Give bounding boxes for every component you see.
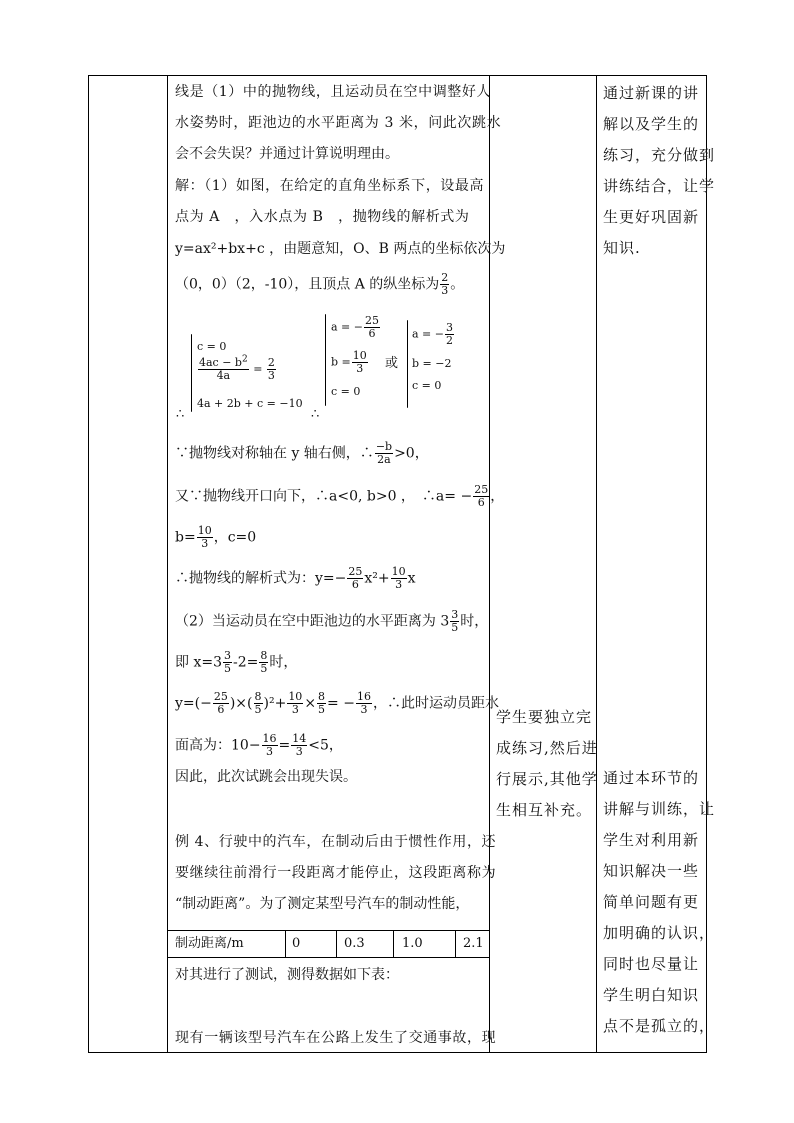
text-line: y=ax²+bx+c ，由题意知，O、B 两点的坐标依次为 xyxy=(175,241,506,257)
text-line: 线是（1）中的抛物线，且运动员在空中调整好人 xyxy=(175,84,492,100)
conclusion: 因此，此次试跳会出现失误。 xyxy=(175,769,357,785)
height-line: 面高为：10− $\frac{16}{3}$ = $\frac{14}{3}$ <5， xyxy=(175,732,343,758)
student-activity: 学生要独立完 成练习,然后进 行展示,其他学 生相互补充。 xyxy=(496,708,598,819)
example4-line: “制动距离”。为了测定某型号汽车的制动性能， xyxy=(175,896,470,912)
b-line: b= $\frac{10}{3}$ ，c=0 xyxy=(175,524,257,550)
parabola-line: ∴抛物线的解析式为：y=− $\frac{25}{6}$ x²+ $\frac{10}{3}$ x xyxy=(175,565,416,591)
part2-line: （2）当运动员在空中距池边的水平距离为 3 $\frac{3}{5}$ 时， xyxy=(175,608,489,634)
table-cell-divider xyxy=(285,931,286,957)
table-cell: 1.0 xyxy=(402,936,423,951)
last-line: 现有一辆该型号汽车在公路上发生了交通事故，现 xyxy=(175,1030,497,1046)
vertex-line: （0，0）（2，-10），且顶点 A 的纵坐标为 $\frac{2}{3}$ 。 xyxy=(175,271,465,297)
text-line: 点为 A ，入水点为 B ，抛物线的解析式为 xyxy=(175,209,470,225)
example4-line: 要继续往前滑行一段距离才能停止，这段距离称为 xyxy=(175,865,497,881)
table-cell-divider xyxy=(393,931,394,957)
text-line: 解：（1）如图，在给定的直角坐标系下，设最高 xyxy=(175,178,485,194)
example4-line: 例 4、行驶中的汽车，在制动后由于惯性作用，还 xyxy=(175,834,497,850)
design-intent-2: 通过本环节的 讲解与训练，让 学生对利用新 知识解决一些 简单问题有更 加明确的认识， 同时也尽量让 学生明白知识 点不是孤立的， xyxy=(603,769,716,1035)
table-cell: 0.3 xyxy=(344,936,365,951)
braking-table-row xyxy=(168,930,489,958)
text-span: （0，0）（2，-10），且顶点 A 的纵坐标为 xyxy=(175,276,440,293)
fraction: $\frac{2}{3}$ xyxy=(441,271,449,297)
table-cell: 0 xyxy=(292,936,301,951)
text-line: 水姿势时，距池边的水平距离为 3 米，问此次跳水 xyxy=(175,115,502,131)
x-line: 即 x=3 $\frac{3}{5}$ -2= $\frac{8}{5}$ 时， xyxy=(175,649,298,675)
text-line: 会不会失误？并通过计算说明理由。 xyxy=(175,146,399,162)
column-divider xyxy=(596,75,597,1053)
table-cell-divider xyxy=(336,931,337,957)
y-line: y=(− $\frac{25}{6}$ )×( $\frac{8}{5}$ )²+ $\frac{10}{3}$ × $\frac{8}{5}$ = − $\frac{16}{3}$ ，∴此时运动员距水 xyxy=(175,690,499,716)
column-divider xyxy=(489,75,490,1053)
table-header-cell: 制动距离/m xyxy=(175,936,244,951)
axis-line: ∵抛物线对称轴在 y 轴右侧，∴ $\frac{-b}{2a}$ >0， xyxy=(175,440,429,466)
table-cell: 2.1 xyxy=(463,936,484,951)
after-table: 对其进行了测试，测得数据如下表： xyxy=(175,967,399,983)
design-intent-1: 通过新课的讲 解以及学生的 练习，充分做到 讲练结合，让学 生更好巩固新 知识. xyxy=(603,84,716,257)
open-line: 又∵抛物线开口向下，∴a<0, b>0 ， ∴a= − $\frac{25}{6}$ ， xyxy=(175,483,505,509)
column-divider xyxy=(167,75,168,1053)
table-cell-divider xyxy=(455,931,456,957)
